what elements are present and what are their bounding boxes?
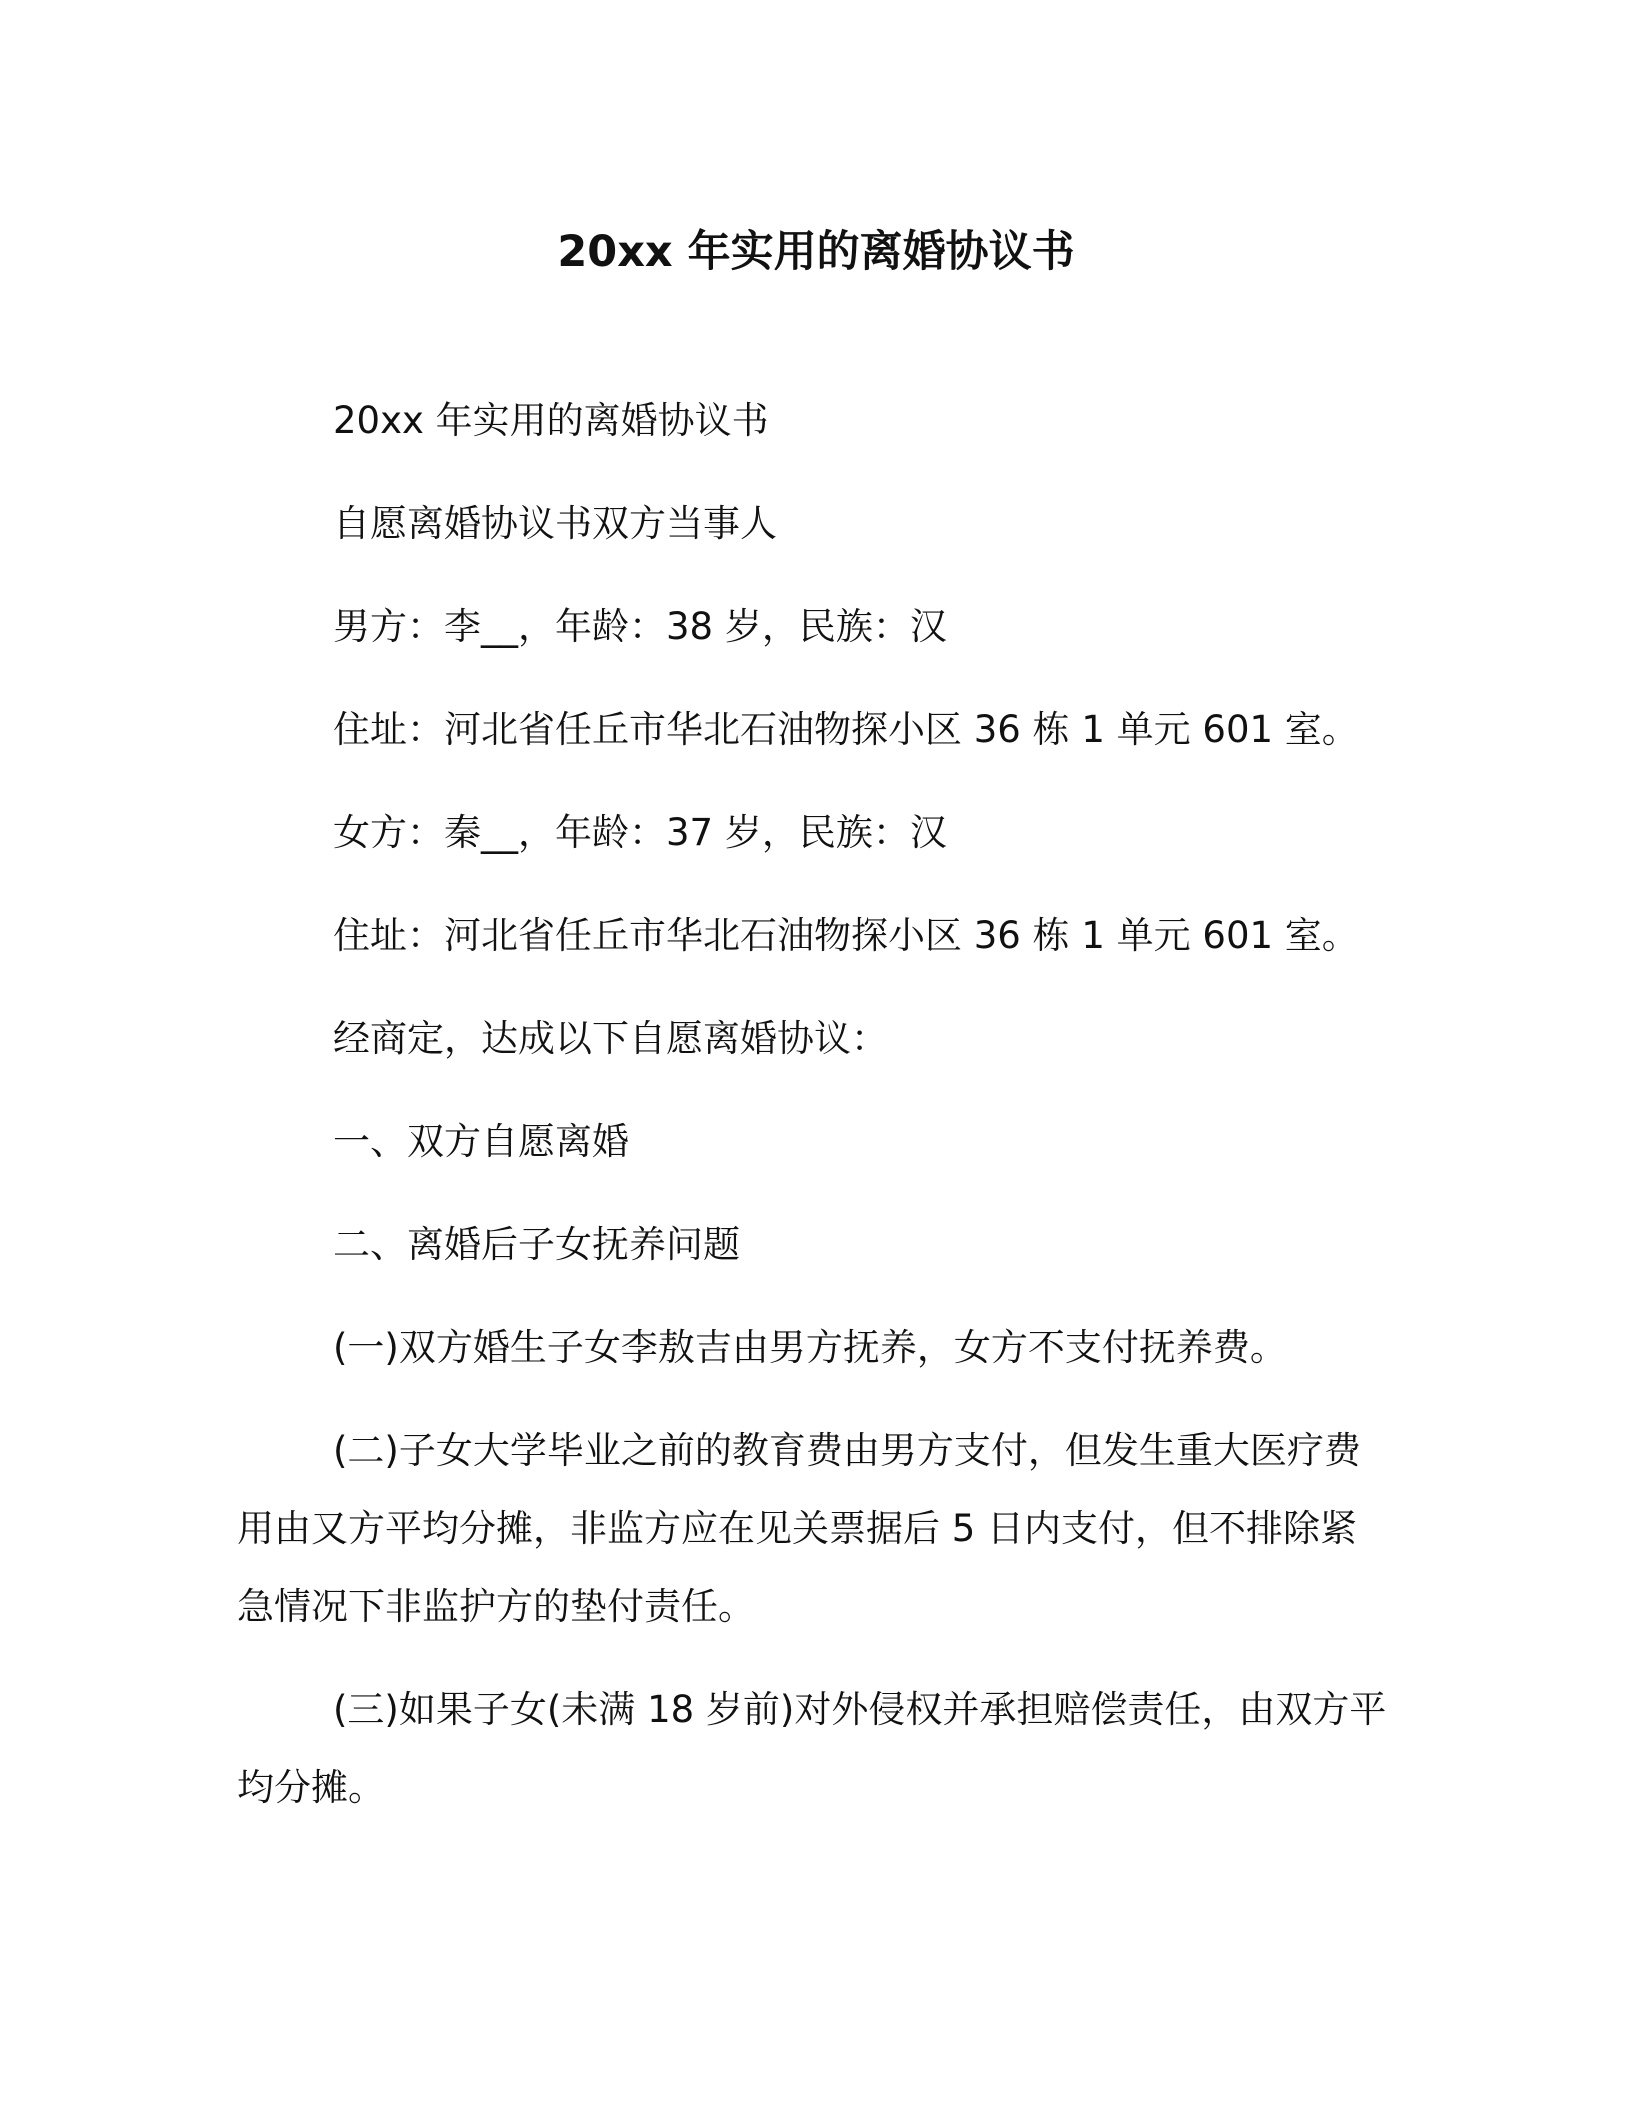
parties-heading: 自愿离婚协议书双方当事人 — [333, 502, 777, 545]
clause-2-heading: 二、离婚后子女抚养问题 — [333, 1223, 740, 1266]
female-party-line: 女方：秦__，年龄：37 岁，民族：汉 — [333, 811, 947, 854]
clause-2-item-3-line-1: (三)如果子女(未满 18 岁前)对外侵权并承担赔偿责任，由双方平 — [333, 1688, 1387, 1731]
male-party-line: 男方：李__，年龄：38 岁，民族：汉 — [333, 605, 947, 648]
agreement-intro: 经商定，达成以下自愿离婚协议： — [333, 1017, 888, 1060]
clause-2-item-3 — [237, 1671, 1387, 1827]
subtitle-line: 20xx 年实用的离婚协议书 — [333, 399, 769, 442]
clause-2-item-3-line-2: 均分摊。 — [237, 1766, 385, 1809]
female-address-line: 住址：河北省任丘市华北石油物探小区 36 栋 1 单元 601 室。 — [333, 914, 1359, 957]
clause-2-item-2-line-2: 用由又方平均分摊，非监方应在见关票据后 5 日内支付，但不排除紧 — [237, 1507, 1358, 1550]
clause-2-item-2-line-1: (二)子女大学毕业之前的教育费由男方支付，但发生重大医疗费 — [333, 1429, 1361, 1472]
document-title: 20xx 年实用的离婚协议书 — [557, 227, 1075, 277]
male-address-line: 住址：河北省任丘市华北石油物探小区 36 栋 1 单元 601 室。 — [333, 708, 1359, 751]
clause-1-heading: 一、双方自愿离婚 — [333, 1120, 629, 1163]
clause-2-item-2-line-3: 急情况下非监护方的垫付责任。 — [237, 1585, 755, 1628]
clause-2-item-2 — [237, 1412, 1387, 1646]
clause-2-item-1: (一)双方婚生子女李敖吉由男方抚养，女方不支付抚养费。 — [333, 1326, 1287, 1369]
